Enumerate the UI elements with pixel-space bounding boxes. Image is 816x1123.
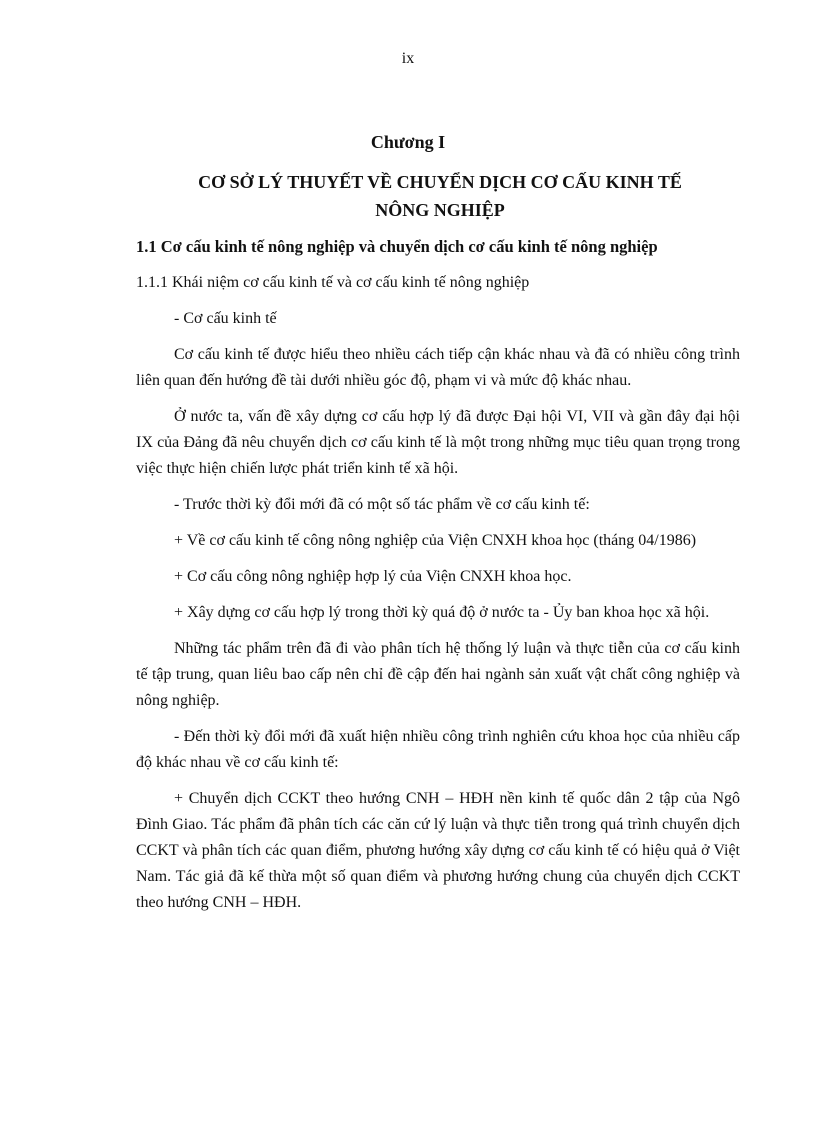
paragraph: - Đến thời kỳ đổi mới đã xuất hiện nhiều công trình nghiên cứu khoa học của nhiều cấp độ khác nhau về cơ cấu kinh tế: (136, 728, 740, 771)
chapter-subtitle-line-2: NÔNG NGHIỆP (375, 200, 505, 220)
chapter-subtitle-line-1: CƠ SỞ LÝ THUYẾT VỀ CHUYỂN DỊCH CƠ CẤU KINH TẾ (198, 172, 682, 192)
chapter-title: Chương I (370, 132, 446, 152)
page-number: ix (401, 50, 415, 67)
paragraph: + Cơ cấu công nông nghiệp hợp lý của Viện CNXH khoa học. (174, 568, 572, 585)
paragraph: Những tác phẩm trên đã đi vào phân tích hệ thống lý luận và thực tiễn của cơ cấu kinh tế tập trung, quan liêu bao cấp nên chỉ đề cập đến hai ngành sản xuất vật chất công nghiệp và nông nghiệp. (136, 640, 740, 709)
paragraph: + Chuyển dịch CCKT theo hướng CNH – HĐH nền kinh tế quốc dân 2 tập của Ngô Đình Giao. Tác phẩm đã phân tích các căn cứ lý luận và thực tiễn trong quá trình chuyển dịch CCKT và phân tích các quan điểm, phương hướng xây dựng cơ cấu kinh tế có hiệu quả ở Việt Nam. Tác giả đã kế thừa một số quan điểm và phương hướng chung của chuyển dịch CCKT theo hướng CNH – HĐH. (136, 790, 740, 911)
paragraph: Ở nước ta, vấn đề xây dựng cơ cấu hợp lý đã được Đại hội VI, VII và gần đây đại hội IX của Đảng đã nêu chuyển dịch cơ cấu kinh tế là một trong những mục tiêu quan trọng trong việc thực hiện chiến lược phát triển kinh tế xã hội. (136, 408, 740, 477)
paragraph: + Về cơ cấu kinh tế công nông nghiệp của Viện CNXH khoa học (tháng 04/1986) (174, 532, 697, 549)
paragraph: + Xây dựng cơ cấu hợp lý trong thời kỳ quá độ ở nước ta - Ủy ban khoa học xã hội. (174, 604, 710, 621)
body-text (136, 234, 740, 926)
chapter-subtitle (140, 168, 740, 224)
paragraph: Cơ cấu kinh tế được hiểu theo nhiều cách tiếp cận khác nhau và đã có nhiều công trình liên quan đến hướng đề tài dưới nhiều góc độ, phạm vi và mức độ khác nhau. (136, 346, 740, 389)
paragraph: - Cơ cấu kinh tế (174, 310, 277, 327)
section-heading: 1.1 Cơ cấu kinh tế nông nghiệp và chuyển dịch cơ cấu kinh tế nông nghiệp (136, 237, 658, 256)
paragraph: - Trước thời kỳ đổi mới đã có một số tác phẩm về cơ cấu kinh tế: (174, 496, 590, 513)
subsection-heading: 1.1.1 Khái niệm cơ cấu kinh tế và cơ cấu kinh tế nông nghiệp (136, 274, 530, 291)
